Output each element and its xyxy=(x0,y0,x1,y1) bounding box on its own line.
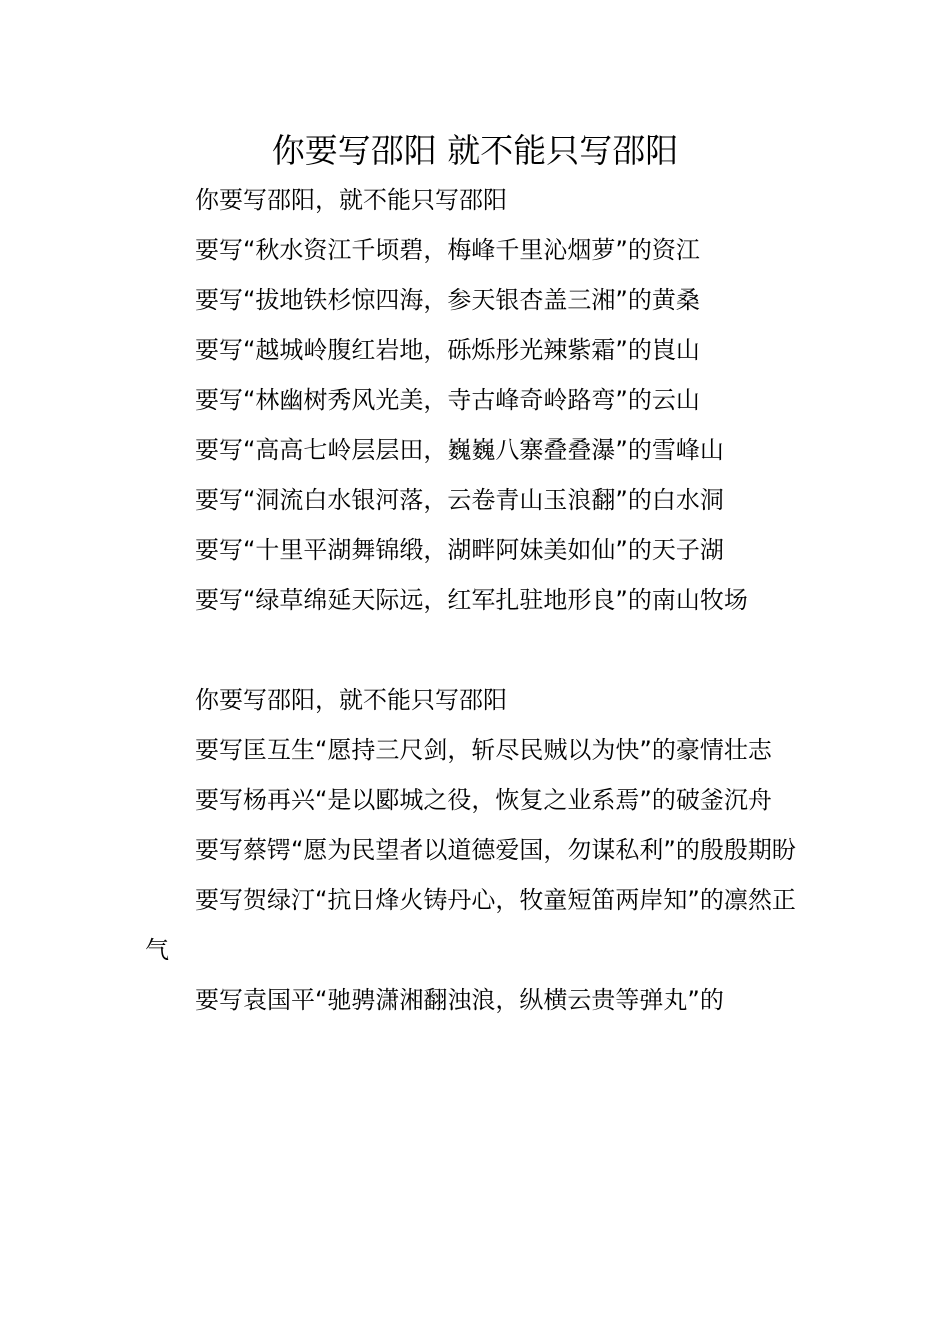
section1-line: 要写“绿草绵延天际远，红军扎驻地形良”的南山牧场 xyxy=(195,586,748,614)
section1-line: 要写“洞流白水银河落，云卷青山玉浪翻”的白水洞 xyxy=(195,486,724,514)
section2-line: 要写蔡锷“愿为民望者以道德爱国，勿谋私利”的殷殷期盼 xyxy=(195,836,796,864)
section1-line: 要写“十里平湖舞锦缎，湖畔阿妹美如仙”的天子湖 xyxy=(195,536,724,564)
document-body xyxy=(145,175,810,1025)
section2-line: 要写匡互生“愿持三尺剑，斩尽民贼以为快”的豪情壮志 xyxy=(195,736,772,764)
section1-heading: 你要写邵阳，就不能只写邵阳 xyxy=(195,186,507,214)
section1-line: 要写“高高七岭层层田，巍巍八寨叠叠瀑”的雪峰山 xyxy=(195,436,724,464)
section2-line: 要写贺绿汀“抗日烽火铸丹心，牧童短笛两岸知”的凛然正气 xyxy=(145,886,796,964)
section2-line: 要写袁国平“驰骋潇湘翻浊浪，纵横云贵等弹丸”的 xyxy=(195,986,724,1014)
section1-line: 要写“秋水资江千顷碧，梅峰千里沁烟萝”的资江 xyxy=(195,236,700,264)
section1-line: 要写“拔地铁杉惊四海，参天银杏盖三湘”的黄桑 xyxy=(195,286,700,314)
section1-line: 要写“越城岭腹红岩地，砾烁彤光辣紫霜”的崀山 xyxy=(195,336,700,364)
paragraph-spacer xyxy=(145,625,810,675)
document-title: 你要写邵阳 就不能只写邵阳 xyxy=(271,131,679,170)
section1-line: 要写“林幽树秀风光美，寺古峰奇岭路弯”的云山 xyxy=(195,386,700,414)
section2-heading: 你要写邵阳，就不能只写邵阳 xyxy=(195,686,507,714)
section2-line: 要写杨再兴“是以郾城之役，恢复之业系焉”的破釜沉舟 xyxy=(195,786,772,814)
